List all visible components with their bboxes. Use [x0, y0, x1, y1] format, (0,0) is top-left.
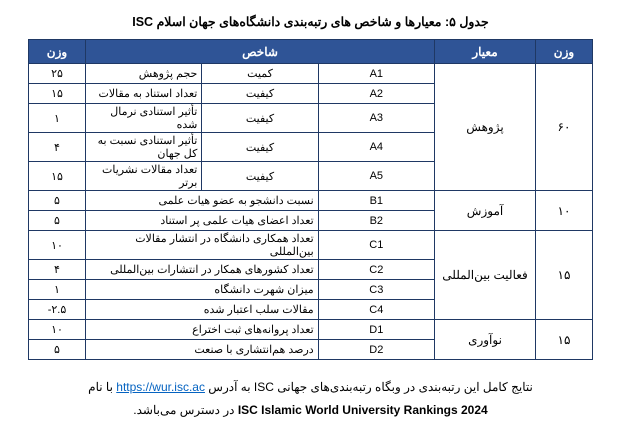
row-quality: کیفیت [202, 84, 318, 104]
group-criteria: پژوهش [435, 64, 536, 191]
header-weight-left: وزن [29, 40, 86, 64]
row-code: A3 [318, 104, 434, 133]
header-index: شاخص [86, 40, 435, 64]
group-weight: ۶۰ [536, 64, 593, 191]
row-index: مقالات سلب اعتبار شده [86, 300, 319, 320]
footer-text-end: در دسترس می‌باشد. [133, 402, 238, 417]
row-code: D2 [318, 340, 434, 360]
row-weight: ۱ [29, 104, 86, 133]
row-quality: کمیت [202, 64, 318, 84]
row-code: A5 [318, 162, 434, 191]
row-code: A1 [318, 64, 434, 84]
footer-note [28, 376, 593, 422]
row-quality: کیفیت [202, 162, 318, 191]
footer-line-2 [28, 399, 593, 422]
row-weight: ۴ [29, 260, 86, 280]
row-index: تعداد مقالات نشریات برتر [86, 162, 202, 191]
rankings-website-link[interactable]: https://wur.isc.ac [116, 380, 205, 394]
table-row [29, 191, 593, 211]
row-index: نسبت دانشجو به عضو هیات علمی [86, 191, 319, 211]
row-index: میزان شهرت دانشگاه [86, 280, 319, 300]
table-header-row [29, 40, 593, 64]
row-weight: ۱۰ [29, 231, 86, 260]
row-quality: کیفیت [202, 104, 318, 133]
row-weight: ۱۵ [29, 84, 86, 104]
row-code: B1 [318, 191, 434, 211]
group-criteria: فعالیت بین‌المللی [435, 231, 536, 320]
group-weight: ۱۰ [536, 191, 593, 231]
row-code: C1 [318, 231, 434, 260]
row-weight: ۵ [29, 340, 86, 360]
row-index: تعداد همکاری دانشگاه در انتشار مقالات بین‌المللی [86, 231, 319, 260]
footer-text-after: با نام [88, 380, 117, 394]
row-code: D1 [318, 320, 434, 340]
row-weight: ۱۰ [29, 320, 86, 340]
table-row [29, 320, 593, 340]
group-weight: ۱۵ [536, 231, 593, 320]
row-index: تعداد کشورهای همکار در انتشارات بین‌المللی [86, 260, 319, 280]
table-head [29, 40, 593, 64]
row-code: A2 [318, 84, 434, 104]
row-weight: ۵ [29, 211, 86, 231]
row-index: تعداد اعضای هیات علمی پر استناد [86, 211, 319, 231]
row-weight: ۱۵ [29, 162, 86, 191]
header-criteria: معیار [435, 40, 536, 64]
row-weight: ۲.۵- [29, 300, 86, 320]
row-code: C4 [318, 300, 434, 320]
row-weight: ۲۵ [29, 64, 86, 84]
row-index: حجم پژوهش [86, 64, 202, 84]
document-page [0, 14, 621, 424]
footer-line-1 [28, 376, 593, 399]
row-index: تعداد استناد به مقالات [86, 84, 202, 104]
row-code: C2 [318, 260, 434, 280]
table-body [29, 64, 593, 360]
table-row [29, 231, 593, 260]
row-weight: ۴ [29, 133, 86, 162]
header-weight-right: وزن [536, 40, 593, 64]
row-code: B2 [318, 211, 434, 231]
row-index: تأثیر استنادی نسبت به کل جهان [86, 133, 202, 162]
table-caption: جدول ۵: معیارها و شاخص های رتبه‌بندی دانشگاه‌های جهان اسلام ISC [132, 15, 489, 29]
row-index: تعداد پروانه‌های ثبت اختراع [86, 320, 319, 340]
row-weight: ۵ [29, 191, 86, 211]
row-quality: کیفیت [202, 133, 318, 162]
rankings-title: ISC Islamic World University Rankings 2024 [237, 402, 488, 417]
row-code: A4 [318, 133, 434, 162]
row-index: تأثیر استنادی نرمال شده [86, 104, 202, 133]
footer-text-before: نتایج کامل این رتبه‌بندی در وبگاه رتبه‌بندی‌های جهانی ISC به آدرس [204, 380, 533, 394]
row-code: C3 [318, 280, 434, 300]
group-criteria: آموزش [435, 191, 536, 231]
rankings-table [28, 39, 593, 360]
group-criteria: نوآوری [435, 320, 536, 360]
group-weight: ۱۵ [536, 320, 593, 360]
row-weight: ۱ [29, 280, 86, 300]
table-row [29, 64, 593, 84]
row-index: درصد هم‌انتشاری با صنعت [86, 340, 319, 360]
